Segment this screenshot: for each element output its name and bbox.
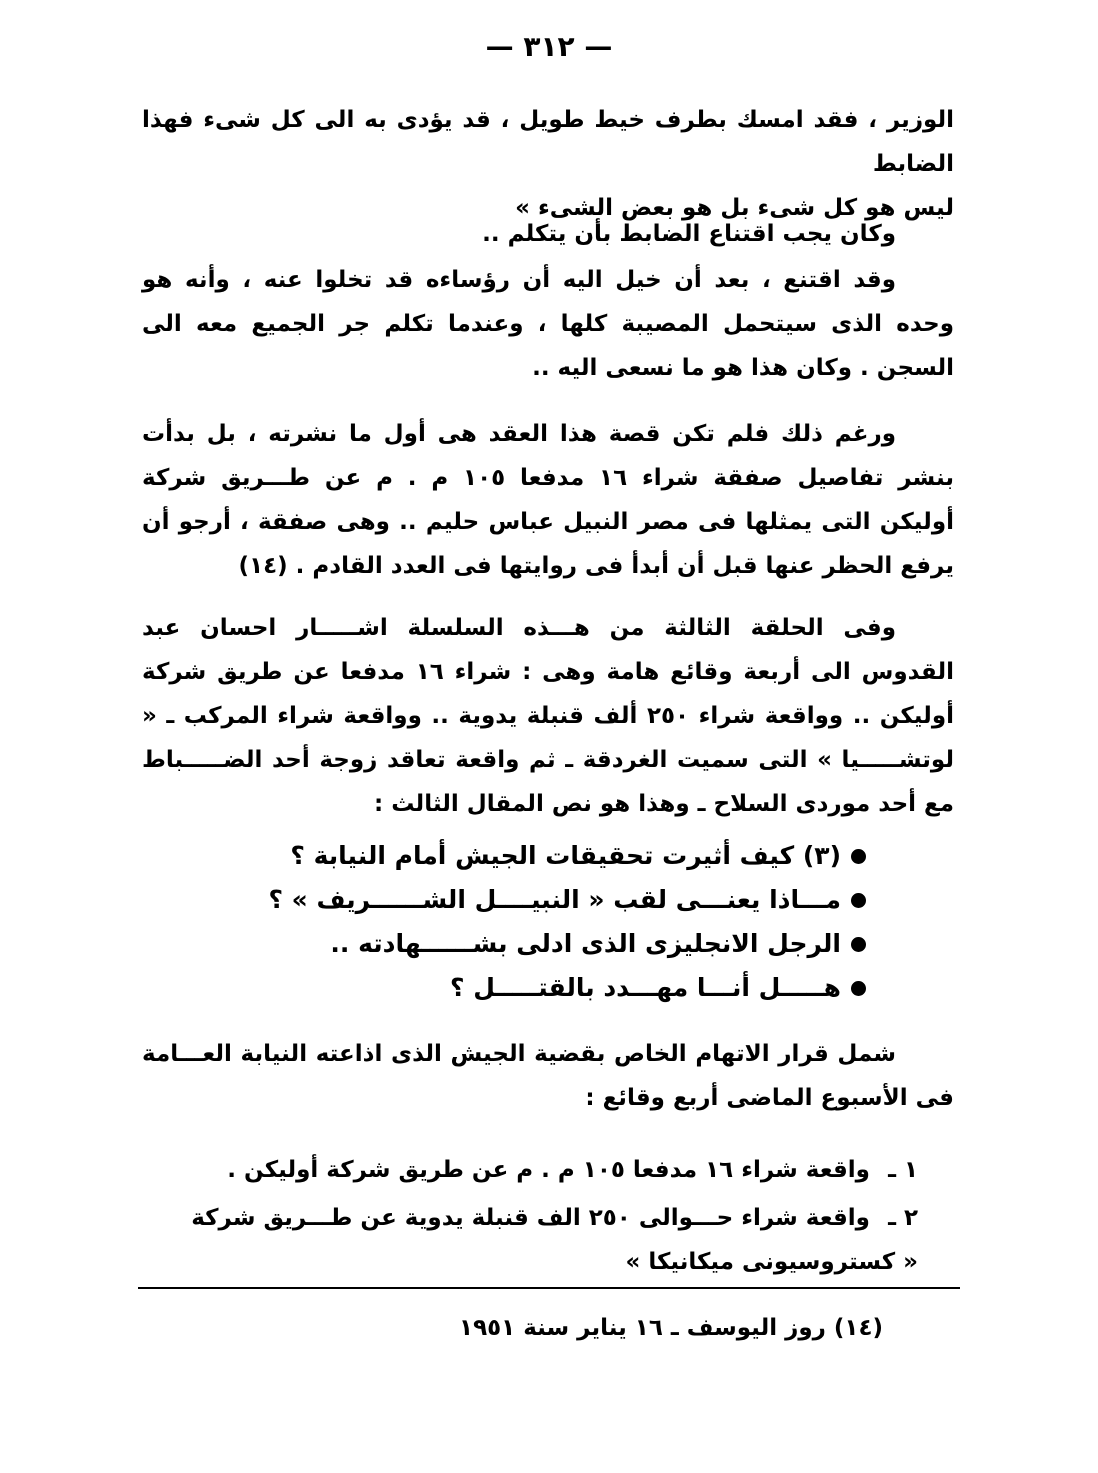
paragraph: [142, 1032, 954, 1120]
list-text: واقعة شراء حـــوالى ٢٥٠ الف قنبلة يدوية عن طـــريق شركة « كستروسيونى ميكانيكا »: [191, 1205, 918, 1275]
paragraph-continuation: [142, 98, 954, 230]
list-item: [178, 1148, 918, 1192]
paragraph: [142, 212, 954, 256]
list-number: ١ ـ: [888, 1157, 918, 1183]
footnote: (١٤) روز اليوسف ـ ١٦ يناير سنة ١٩٥١: [459, 1315, 883, 1341]
headline-text: الرجل الانجليزى الذى ادلى بشــــــهادته ..: [330, 929, 841, 958]
paragraph: [142, 412, 954, 588]
article-headlines: [268, 834, 866, 1010]
page-number: — ٣١٢ —: [485, 30, 613, 63]
bullet-icon: [851, 849, 866, 864]
headline-row: [326, 966, 866, 1010]
paragraph-text: شمل قرار الاتهام الخاص بقضية الجيش الذى اذاعته النيابة العـــامة فى الأسبوع الماضى أربع وقائع :: [142, 1041, 954, 1111]
bullet-icon: [851, 937, 866, 952]
bullet-icon: [851, 893, 866, 908]
headline-row: [268, 878, 866, 922]
list-number: ٢ ـ: [888, 1205, 918, 1231]
footnote-divider: [138, 1287, 960, 1289]
paragraph: [142, 258, 954, 390]
paragraph-line: ليس هو كل شىء بل هو بعض الشىء »: [515, 195, 954, 221]
paragraph-text: وفى الحلقة الثالثة من هـــذه السلسلة اشـــــار احسان عبد القدوس الى أربعة وقائع هامة وهى : شراء ١٦ مدفعا عن طريق شركة أوليكن .. وواقعة شراء ٢٥٠ ألف قنبلة يدوية .. وواقعة شراء المركب ـ « لوتشـــــيا » التى سميت الغردقة ـ ثم واقعة تعاقد زوجة أحد الضـــــباط مع أحد موردى السلاح ـ وهذا هو نص المقال الثالث :: [142, 615, 955, 817]
list-item: [178, 1196, 918, 1284]
headline-row: [326, 922, 866, 966]
paragraph-line: الوزير ، فقد امسك بطرف خيط طويل ، قد يؤدى به الى كل شىء فهذا الضابط: [142, 107, 954, 177]
paragraph-text: ورغم ذلك فلم تكن قصة هذا العقد هى أول ما نشرته ، بل بدأت بنشر تفاصيل صفقة شراء ١٦ مدفعا ١٠٥ م . م عن طـــريق شركة أوليكن التى يمثلها فى مصر النبيل عباس حليم .. وهى صفقة ، أرجو أن يرفع الحظر عنها قبل أن أبدأ فى روايتها فى العدد القادم . (١٤): [142, 421, 954, 579]
headline-text: هـــــل أنـــا مهـــدد بالقتـــــل ؟: [450, 973, 841, 1002]
paragraph-text: وكان يجب اقتناع الضابط بأن يتكلم ..: [482, 221, 896, 247]
bullet-icon: [851, 981, 866, 996]
list-text: واقعة شراء ١٦ مدفعا ١٠٥ م . م عن طريق شركة أوليكن .: [227, 1157, 870, 1183]
paragraph: [142, 606, 954, 826]
headline-text: مـــاذا يعنـــى لقب « النبيــــل الشــــــريف » ؟: [268, 885, 841, 914]
headline-row: [290, 834, 866, 878]
paragraph-text: وقد اقتنع ، بعد أن خيل اليه أن رؤساءه قد تخلوا عنه ، وأنه هو وحده الذى سيتحمل المصيبة كلها ، وعندما تكلم جر الجميع معه الى السجن . وكان هذا هو ما نسعى اليه ..: [142, 267, 954, 381]
headline-text: (٣) كيف أثيرت تحقيقات الجيش أمام النيابة ؟: [290, 841, 841, 870]
